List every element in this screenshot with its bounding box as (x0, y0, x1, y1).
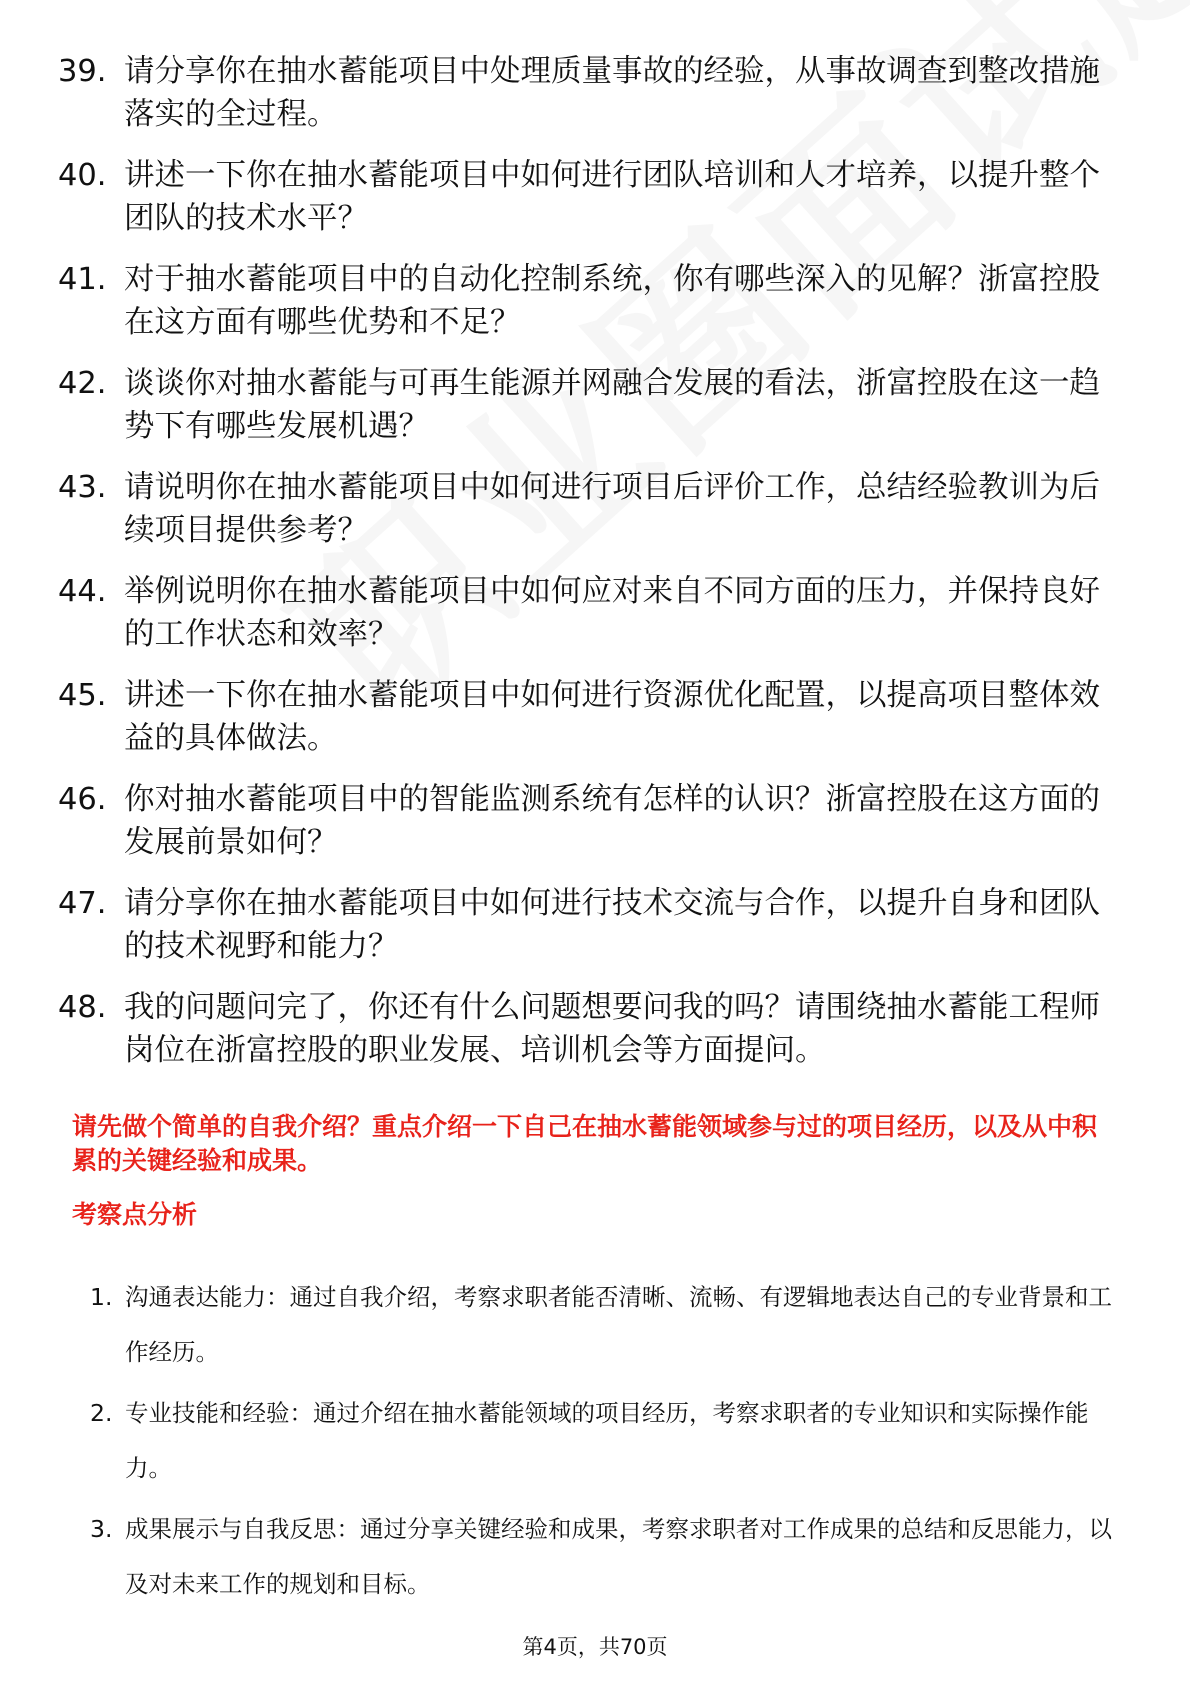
point-text: 沟通表达能力：通过自我介绍，考察求职者能否清晰、流畅、有逻辑地表达自己的专业背景和工作经历。 (125, 1283, 1112, 1366)
question-text: 谈谈你对抽水蓄能与可再生能源并网融合发展的看法，浙富控股在这一趋势下有哪些发展机遇？ (124, 366, 1100, 444)
analysis-point (90, 1270, 1115, 1380)
question-number: 43. (58, 470, 107, 505)
question-text: 对于抽水蓄能项目中的自动化控制系统，你有哪些深入的见解？浙富控股在这方面有哪些优势和不足？ (124, 262, 1100, 340)
question-item (58, 986, 1118, 1072)
question-item (58, 570, 1118, 656)
question-item (58, 466, 1118, 552)
question-item (58, 362, 1118, 448)
question-number: 44. (58, 574, 107, 609)
question-text: 讲述一下你在抽水蓄能项目中如何进行团队培训和人才培养，以提升整个团队的技术水平？ (124, 158, 1100, 236)
question-item (58, 258, 1118, 344)
analysis-points (90, 1270, 1115, 1618)
page-footer: 第4页，共70页 (522, 1635, 668, 1659)
highlight-question: 请先做个简单的自我介绍？重点介绍一下自己在抽水蓄能领域参与过的项目经历，以及从中积累的关键经验和成果。 (72, 1112, 1098, 1175)
question-list (58, 50, 1118, 1090)
question-item (58, 50, 1118, 136)
question-text: 请分享你在抽水蓄能项目中如何进行技术交流与合作，以提升自身和团队的技术视野和能力？ (124, 886, 1100, 964)
point-text: 成果展示与自我反思：通过分享关键经验和成果，考察求职者对工作成果的总结和反思能力，以及对未来工作的规划和目标。 (125, 1515, 1112, 1598)
question-item (58, 778, 1118, 864)
question-number: 47. (58, 886, 107, 921)
question-item (58, 674, 1118, 760)
point-text: 专业技能和经验：通过介绍在抽水蓄能领域的项目经历，考察求职者的专业知识和实际操作能力。 (125, 1399, 1089, 1482)
analysis-point (90, 1502, 1115, 1612)
question-number: 46. (58, 782, 107, 817)
question-text: 请说明你在抽水蓄能项目中如何进行项目后评价工作，总结经验教训为后续项目提供参考？ (124, 470, 1100, 548)
question-number: 45. (58, 678, 107, 713)
point-number: 3. (90, 1515, 113, 1543)
point-number: 1. (90, 1283, 113, 1311)
analysis-point (90, 1386, 1115, 1496)
question-text: 举例说明你在抽水蓄能项目中如何应对来自不同方面的压力，并保持良好的工作状态和效率？ (124, 574, 1100, 652)
question-number: 42. (58, 366, 107, 401)
question-number: 41. (58, 262, 107, 297)
question-number: 40. (58, 158, 107, 193)
question-number: 48. (58, 990, 107, 1025)
question-text: 你对抽水蓄能项目中的智能监测系统有怎样的认识？浙富控股在这方面的发展前景如何？ (124, 782, 1100, 860)
question-item (58, 882, 1118, 968)
question-text: 请分享你在抽水蓄能项目中处理质量事故的经验，从事故调查到整改措施落实的全过程。 (124, 54, 1100, 132)
question-item (58, 154, 1118, 240)
analysis-title: 考察点分析 (72, 1200, 198, 1229)
question-text: 讲述一下你在抽水蓄能项目中如何进行资源优化配置，以提高项目整体效益的具体做法。 (124, 678, 1100, 756)
question-text: 我的问题问完了，你还有什么问题想要问我的吗？请围绕抽水蓄能工程师岗位在浙富控股的职业发展、培训机会等方面提问。 (124, 990, 1100, 1068)
point-number: 2. (90, 1399, 113, 1427)
question-number: 39. (58, 54, 107, 89)
